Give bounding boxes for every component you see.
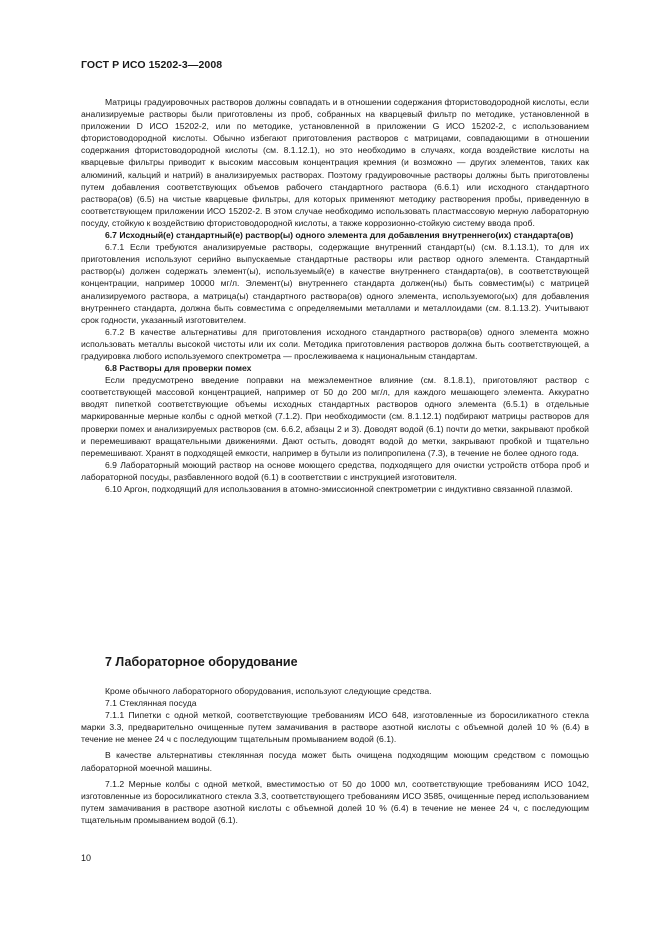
section-7-text-block [81,685,589,826]
standard-header: ГОСТ Р ИСО 15202-3—2008 [81,59,223,71]
heading-6-7: 6.7 Исходный(е) стандартный(е) раствор(ы) одного элемента для добавления внутреннего(их) стандарта(ов) [105,230,574,241]
paragraph-6-9: 6.9 Лабораторный моющий раствор на основе моющего средства, подходящего для очистки устройств отбора проб и лабораторной посуды, разбавленного водой (6.1) в соответствии с инструкцией изготовителя. [81,459,589,482]
paragraph-6-10: 6.10 Аргон, подходящий для использования в атомно-эмиссионной спектрометрии с индуктивно связанной плазмой. [105,484,573,494]
page-number: 10 [81,853,92,863]
paragraph-6-7-1: 6.7.1 Если требуются анализируемые растворы, содержащие внутренний стандарт(ы) (см. 8.1.13.1), то для их приготовления используют серийно выпускаемые стандартные растворы или раствор одного элемента. Стандартный раствор(ы) должен содержать элемент(ы), используемый(е) в качестве внутреннего стандарта(ов), в соответствующей концентрации, например 10000 мг/л. Элемент(ы) внутреннего стандарта должен(ны) быть совместим(ы) с матрицей анализируемого раствора, а матрица(ы) стандартного раствора(ов) одного элемента, используемого(ых) для добавления внутреннего стандарта, должна быть совместима с определяемыми металлами и металлоидами (см. 8.1.13.2). Учитывают срок годности, указанный изготовителем. [81,242,589,325]
section-7-heading: 7 Лабораторное оборудование [105,655,298,669]
paragraph-6-8: Если предусмотрено введение поправки на межэлементное влияние (см. 8.1.8.1), приготовляют раствор с соответствующей массовой концентрацией, например от 50 до 200 мг/л, для каждого мешающего элемента. Аккуратно вводят пипеткой соответствующие объемы исходных стандартных растворов одного элемента (6.5.1) в отдельные маркированные мерные колбы с одной меткой (7.1.2). При необходимости (см. 8.1.12.1) подбирают матрицы растворов для проверки помех и анализируемых растворов (см. 6.6.2, абзацы 2 и 3). Доводят водой (6.1) почти до метки, закрывают пробкой и перемешивают вращательными движениями. Дают остыть, доводят водой до метки, закрывают пробкой и тщательно перемешивают. Хранят в подходящей емкости, например в бутыли из полипропилена (7.3), в течение не более одного года. [81,375,589,458]
heading-7-1: 7.1 Стеклянная посуда [105,698,197,709]
paragraph-matrix-note: Матрицы градуировочных растворов должны совпадать и в отношении содержания фтористоводородной кислоты, если анализируемые растворы были приготовлены из проб, собранных на кварцевый фильтр по методике, установленной в приложении D ИСО 15202-2, или по методике, установленной в приложении G ИСО 15202-2, с использованием фтористоводородной кислоты. Обычно избегают приготовления растворов с матрицами, совпадающими в отношении содержания фтористоводородной кислоты (см. 8.1.12.1), но это необходимо в случаях, когда воздействие кислоты на кварцевые фильтры приводит к высоким массовым концентрация кремния (и возможно — других элементов, таких как алюминий, кальций и натрий) в анализируемых растворах. Поэтому градуировочные растворы должны быть приготовлены путем добавления соответствующих объемов рабочего стандартного раствора (6.6.1) или исходного стандартного раствора(ов) (6.5) на чистые кварцевые фильтры, для которых применяют методику растворения пробы, приведенную в соответствующем приложении ИСО 15202-2. В этом случае необходимо использовать пластмассовую мерную лабораторную посуду, стойкую к воздействию фтористоводородной кислоты, а также коррозионно-стойкую систему ввода проб. [81,97,589,228]
paragraph-7-intro: Кроме обычного лабораторного оборудования, используют следующие средства. [105,686,432,696]
paragraph-7-1-2: 7.1.2 Мерные колбы с одной меткой, вместимостью от 50 до 1000 мл, соответствующие требованиям ИСО 1042, изготовленные из боросиликатного стекла 3.3, соответствующего требованиям ИСО 3585, очищенные перед использованием путем замачивания в растворе азотной кислоты с объемной долей 10 % (6.4) в течение не менее 24 ч, с последующим тщательным промыванием водой (6.1). [81,778,589,825]
paragraph-6-7-2: 6.7.2 В качестве альтернативы для приготовления исходного стандартного раствора(ов) одного элемента можно использовать металлы высокой чистоты или их соли. Методика приготовления растворов должна быть соответствующей, а градуировка любого используемого спектрометра — прослеживаема к национальным стандартам. [81,326,589,361]
heading-6-8: 6.8 Растворы для проверки помех [105,363,252,374]
paragraph-7-1-1: 7.1.1 Пипетки с одной меткой, соответствующие требованиям ИСО 648, изготовленные из боросиликатного стекла марки 3.3, предварительно очищенные путем замачивания в растворе азотной кислоты с объемной долей 10 % (6.4) в течение не менее 24 ч с последующим тщательным промыванием водой (6.1). [81,710,589,745]
paragraph-7-1-1-alt: В качестве альтернативы стеклянная посуда может быть очищена подходящим моющим средством с помощью лабораторной моечной машины. [81,750,589,773]
main-text-block [81,96,589,495]
